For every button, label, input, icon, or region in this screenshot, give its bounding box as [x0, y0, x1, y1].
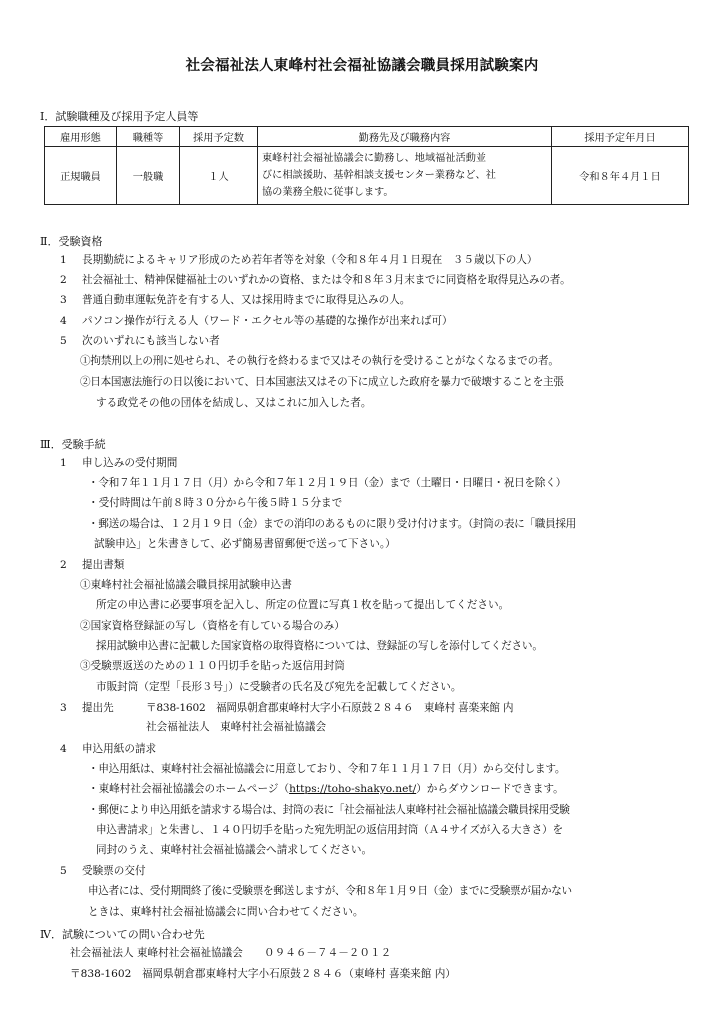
- cell-job-type: 一般職: [117, 147, 180, 205]
- header-employment-type: 雇用形態: [45, 127, 117, 147]
- period-bullet-2: ・受付時間は午前８時３０分から午後５時１５分まで: [88, 497, 343, 509]
- ticket-text-2: ときは、東峰村社会福祉協議会に問い合わせてください。: [88, 906, 364, 918]
- section-1-heading: Ⅰ．試験職種及び採用予定人員等: [40, 110, 199, 123]
- qualification-text-4: パソコン操作が行える人（ワード・エクセル等の基礎的な操作が出来れば可）: [82, 315, 453, 327]
- form-bullet-3b: 申込書請求」と朱書し、１４０円切手を貼った宛先明記の返信用封筒（Ａ４サイズが入る大きさ）を: [96, 824, 563, 836]
- qualification-text-1: 長期勤続によるキャリア形成のため若年者等を対象（令和８年４月１日現在 ３５歳以下の人）: [82, 254, 538, 266]
- procedure-num-5: 5: [60, 865, 67, 877]
- cell-planned-count: １人: [180, 147, 258, 205]
- form-bullet-2-suffix: ）からダウンロードできます。: [416, 783, 564, 795]
- table-row: [45, 147, 689, 205]
- procedure-num-2: 2: [60, 559, 67, 571]
- header-planned-count: 採用予定数: [180, 127, 258, 147]
- qualification-num-4: 4: [60, 315, 67, 327]
- section-3-heading: Ⅲ．受験手続: [40, 438, 106, 451]
- procedure-title-2: 提出書類: [82, 559, 125, 571]
- cell-employment-type: 正規職員: [45, 147, 117, 205]
- header-job-type: 職種等: [117, 127, 180, 147]
- period-bullet-3b: 試験申込」と朱書きして、必ず簡易書留郵便で送って下さい。）: [94, 538, 396, 550]
- disqualification-2b: する政党その他の団体を結成し、又はこれに加入した者。: [96, 397, 372, 409]
- qualification-text-5: 次のいずれにも該当しない者: [82, 335, 220, 347]
- contact-address: 〒838-1602 福岡県朝倉郡東峰村大字小石原鼓２８４６（東峰村 喜楽来館 内）: [70, 968, 456, 980]
- contact-line: 社会福祉法人 東峰村社会福祉協議会 ０９４６－７４－２０１２: [70, 947, 392, 959]
- qualification-num-5: 5: [60, 335, 67, 347]
- page-title: 社会福祉法人東峰村社会福祉協議会職員採用試験案内: [185, 58, 539, 74]
- document-3-note: 市販封筒（定型「長形３号」）に受験者の氏名及び宛先を記載してください。: [96, 681, 462, 693]
- submission-address: 〒838-1602 福岡県朝倉郡東峰村大字小石原鼓２８４６ 東峰村 喜楽来館 内: [146, 702, 514, 714]
- duties-line-2: びに相談援助、基幹相談支援センター業務など、社: [262, 170, 496, 181]
- section-4-heading: Ⅳ．試験についての問い合わせ先: [40, 928, 205, 941]
- job-table: [44, 126, 689, 205]
- cell-duties: [258, 147, 552, 205]
- qualification-num-2: 2: [60, 274, 67, 286]
- submission-organization: 社会福祉法人 東峰村社会福祉協議会: [146, 721, 327, 733]
- qualification-num-1: 1: [60, 254, 67, 266]
- qualification-text-2: 社会福祉士、精神保健福祉士のいずれかの資格、または令和８年３月末までに同資格を取得見込みの者。: [82, 274, 571, 286]
- procedure-num-4: 4: [60, 743, 67, 755]
- procedure-num-1: 1: [60, 457, 67, 469]
- form-bullet-1: ・申込用紙は、東峰村社会福祉協議会に用意しており、令和７年１１月１７日（月）から交付します。: [88, 763, 566, 775]
- form-bullet-2: [88, 782, 564, 796]
- document-1-note: 所定の申込書に必要事項を記入し、所定の位置に写真１枚を貼って提出してください。: [96, 599, 510, 611]
- procedure-title-5: 受験票の交付: [82, 865, 146, 877]
- job-table-header-row: [45, 127, 689, 147]
- form-bullet-3c: 同封のうえ、東峰村社会福祉協議会へ請求してください。: [96, 844, 373, 856]
- qualification-text-3: 普通自動車運転免許を有する人、又は採用時までに取得見込みの人。: [82, 294, 411, 306]
- document-2-note: 採用試験申込書に記載した国家資格の取得資格については、登録証の写しを添付してください。: [96, 640, 543, 652]
- procedure-title-4: 申込用紙の請求: [82, 743, 157, 755]
- procedure-num-3: 3: [60, 702, 67, 714]
- disqualification-1: ①拘禁刑以上の刑に処せられ、その執行を終わるまで又はその執行を受けることがなくなるまでの者。: [80, 355, 559, 367]
- form-bullet-3a: ・郵便により申込用紙を請求する場合は、封筒の表に「社会福祉法人東峰村社会福祉協議会職員採用受験: [88, 804, 570, 816]
- document-3: ③受験票返送のための１１０円切手を貼った返信用封筒: [80, 660, 345, 672]
- section-2-heading: Ⅱ．受験資格: [40, 235, 103, 248]
- ticket-text-1: 申込者には、受付期間終了後に受験票を郵送しますが、令和８年１月９日（金）までに受験票が届かない: [88, 885, 572, 897]
- document-1: ①東峰村社会福祉協議会職員採用試験申込書: [80, 579, 292, 591]
- homepage-link[interactable]: https://toho-shakyo.net/: [289, 783, 417, 795]
- header-hire-date: 採用予定年月日: [552, 127, 689, 147]
- qualification-num-3: 3: [60, 294, 67, 306]
- duties-line-1: 東峰村社会福祉協議会に勤務し、地域福祉活動並: [262, 153, 487, 164]
- procedure-title-3: 提出先: [82, 702, 114, 714]
- period-bullet-1: ・令和７年１１月１７日（月）から令和７年１２月１９日（金）まで（土曜日・日曜日・祝日を除く）: [88, 477, 567, 489]
- form-bullet-2-prefix: ・東峰村社会福祉協議会のホームページ（: [88, 783, 290, 795]
- cell-hire-date: 令和８年４月１日: [552, 147, 689, 205]
- procedure-title-1: 申し込みの受付期間: [82, 457, 178, 469]
- period-bullet-3a: ・郵送の場合は、１２月１９日（金）までの消印のあるものに限り受け付けます。（封筒の表に「職員採用: [88, 518, 576, 530]
- duties-line-3: 協の業務全般に従事します。: [262, 187, 394, 198]
- header-workplace-duties: 勤務先及び職務内容: [258, 127, 552, 147]
- disqualification-2a: ②日本国憲法施行の日以後において、日本国憲法又はその下に成立した政府を暴力で破壊することを主張: [80, 376, 564, 388]
- document-2: ②国家資格登録証の写し（資格を有している場合のみ）: [80, 620, 345, 632]
